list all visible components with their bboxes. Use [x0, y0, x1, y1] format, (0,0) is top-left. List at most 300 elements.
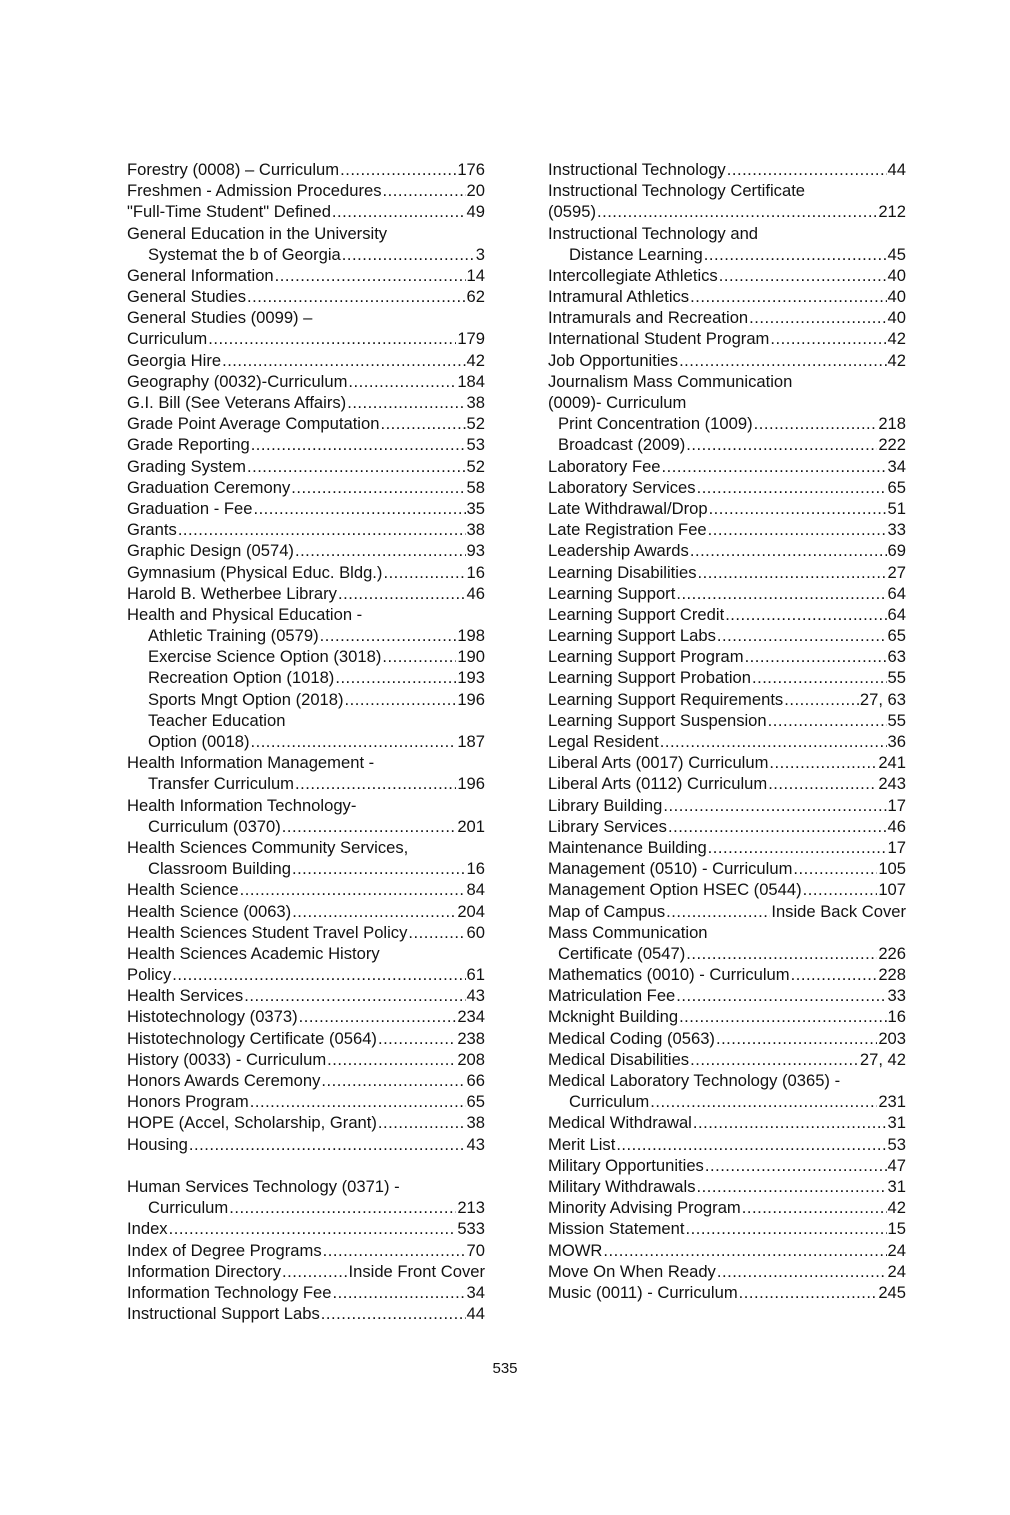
- entry-label: Military Withdrawals: [548, 1176, 696, 1196]
- entry-page: 222: [878, 435, 906, 455]
- index-entry: [127, 223, 485, 244]
- entry-page: 51: [887, 498, 906, 518]
- entry-page: 66: [466, 1071, 485, 1091]
- index-entry: [548, 625, 906, 646]
- index-entry: [548, 392, 906, 413]
- dot-leader: [719, 265, 887, 286]
- entry-label: Leadership Awards: [548, 541, 689, 561]
- index-left-column: [127, 159, 485, 1324]
- entry-label: Distance Learning: [569, 244, 703, 264]
- dot-leader: [323, 1240, 466, 1261]
- index-entry: [548, 668, 906, 689]
- entry-page: 231: [878, 1092, 906, 1112]
- entry-page: 16: [887, 1007, 906, 1027]
- entry-page: 198: [457, 626, 485, 646]
- entry-page: 44: [887, 159, 906, 179]
- index-entry: [127, 562, 485, 583]
- entry-page: 176: [457, 159, 485, 179]
- entry-page: 238: [457, 1028, 485, 1048]
- entry-label: Medical Withdrawal: [548, 1113, 692, 1133]
- entry-page: 64: [887, 604, 906, 624]
- entry-page: 15: [887, 1219, 906, 1239]
- dot-leader: [616, 1134, 886, 1155]
- dot-leader: [698, 562, 887, 583]
- index-entry: [548, 879, 906, 900]
- entry-label: Broadcast (2009): [558, 435, 686, 455]
- index-entry: [127, 879, 485, 900]
- entry-page: 38: [466, 520, 485, 540]
- entry-label: Information Directory: [127, 1261, 282, 1281]
- index-entry: [548, 837, 906, 858]
- dot-leader: [382, 646, 456, 667]
- entry-label: Athletic Training (0579): [148, 626, 319, 646]
- entry-page: 107: [878, 880, 906, 900]
- dot-leader: [717, 1261, 887, 1282]
- entry-label: Mass Communication: [548, 922, 708, 942]
- index-entry: [127, 244, 485, 265]
- dot-leader: [327, 1049, 456, 1070]
- entry-page: 69: [887, 541, 906, 561]
- index-entry: [548, 985, 906, 1006]
- entry-page: 46: [466, 583, 485, 603]
- entry-page: 533: [457, 1219, 485, 1239]
- entry-label: Histotechnology Certificate (0564): [127, 1028, 377, 1048]
- dot-leader: [172, 964, 465, 985]
- entry-page: 218: [878, 414, 906, 434]
- index-entry: [548, 286, 906, 307]
- dot-leader: [679, 1006, 886, 1027]
- dot-leader: [292, 858, 466, 879]
- entry-page: 44: [466, 1304, 485, 1324]
- entry-page: 70: [466, 1240, 485, 1260]
- entry-label: Instructional Technology: [548, 159, 726, 179]
- entry-page: 20: [466, 181, 485, 201]
- dot-leader: [247, 286, 466, 307]
- dot-leader: [784, 689, 859, 710]
- entry-label: Medical Coding (0563): [548, 1028, 715, 1048]
- index-entry: [127, 964, 485, 985]
- index-entry: [127, 180, 485, 201]
- entry-page: 52: [466, 456, 485, 476]
- dot-leader: [321, 1303, 466, 1324]
- dot-leader: [709, 498, 887, 519]
- entry-label: Curriculum: [569, 1092, 650, 1112]
- entry-label: MOWR: [548, 1240, 603, 1260]
- entry-page: 17: [887, 795, 906, 815]
- entry-label: Recreation Option (1018): [148, 668, 335, 688]
- dot-leader: [745, 646, 887, 667]
- entry-label: Late Withdrawal/Drop: [548, 498, 708, 518]
- index-entry: [127, 731, 485, 752]
- dot-leader: [332, 1282, 465, 1303]
- entry-label: Mcknight Building: [548, 1007, 679, 1027]
- entry-label: Intercollegiate Athletics: [548, 265, 718, 285]
- dot-leader: [222, 350, 465, 371]
- entry-page: 16: [466, 859, 485, 879]
- index-entry: [548, 1134, 906, 1155]
- dot-leader: [282, 816, 457, 837]
- entry-page: 40: [887, 287, 906, 307]
- entry-page: Inside Back Cover: [771, 901, 906, 921]
- entry-label: Health Services: [127, 986, 244, 1006]
- index-entry: [127, 1176, 485, 1197]
- entry-label: Management Option HSEC (0544): [548, 880, 802, 900]
- entry-page: 31: [887, 1113, 906, 1133]
- dot-leader: [686, 1218, 887, 1239]
- entry-label: Learning Support Program: [548, 647, 744, 667]
- entry-label: Learning Support: [548, 583, 676, 603]
- dot-leader: [250, 1091, 466, 1112]
- index-entry: [548, 456, 906, 477]
- entry-label: Health Information Management -: [127, 753, 375, 773]
- dot-leader: [708, 837, 887, 858]
- index-entry: [548, 1218, 906, 1239]
- dot-leader: [603, 1240, 886, 1261]
- entry-label: Honors Program: [127, 1092, 249, 1112]
- index-entry: [548, 1176, 906, 1197]
- index-entry: [127, 795, 485, 816]
- index-entry: [127, 286, 485, 307]
- dot-leader: [340, 159, 456, 180]
- entry-label: Teacher Education: [148, 710, 286, 730]
- entry-page: 46: [887, 816, 906, 836]
- index-entry: [548, 1028, 906, 1049]
- index-entry: [127, 540, 485, 561]
- index-entry: [127, 159, 485, 180]
- dot-leader: [754, 413, 878, 434]
- entry-page: 84: [466, 880, 485, 900]
- dot-leader: [725, 604, 886, 625]
- index-entry: [548, 434, 906, 455]
- index-entry: [127, 625, 485, 646]
- entry-label: Freshmen - Admission Procedures: [127, 181, 382, 201]
- entry-label: Transfer Curriculum: [148, 774, 294, 794]
- index-entry: [127, 668, 485, 689]
- index-entry: [548, 223, 906, 244]
- entry-page: 35: [466, 498, 485, 518]
- dot-leader: [250, 731, 456, 752]
- dot-leader: [660, 731, 887, 752]
- entry-label: Classroom Building: [148, 859, 291, 879]
- entry-page: 42: [887, 350, 906, 370]
- entry-label: Graphic Design (0574): [127, 541, 294, 561]
- entry-page: 201: [457, 816, 485, 836]
- entry-page: 245: [878, 1282, 906, 1302]
- entry-label: Learning Support Suspension: [548, 710, 767, 730]
- entry-page: 34: [887, 456, 906, 476]
- entry-label: Merit List: [548, 1134, 616, 1154]
- dot-leader: [378, 1028, 456, 1049]
- dot-leader: [727, 159, 887, 180]
- index-entry: [548, 604, 906, 625]
- index-entry: [548, 1049, 906, 1070]
- entry-label: Map of Campus: [548, 901, 666, 921]
- dot-leader: [240, 879, 466, 900]
- index-entry: [548, 922, 906, 943]
- index-entry: [127, 858, 485, 879]
- index-entry: [127, 943, 485, 964]
- entry-label: Minority Advising Program: [548, 1198, 741, 1218]
- entry-label: Learning Support Credit: [548, 604, 725, 624]
- entry-page: 38: [466, 393, 485, 413]
- entry-label: Move On When Ready: [548, 1261, 716, 1281]
- index-entry: [548, 646, 906, 667]
- entry-label: Military Opportunities: [548, 1155, 704, 1175]
- entry-page: 58: [466, 477, 485, 497]
- entry-page: Inside Front Cover: [348, 1261, 485, 1281]
- entry-label: Learning Support Labs: [548, 626, 716, 646]
- entry-page: 208: [457, 1049, 485, 1069]
- index-entry: [548, 265, 906, 286]
- entry-label: Sports Mngt Option (2018): [148, 689, 344, 709]
- entry-page: 3: [475, 244, 485, 264]
- entry-page: 43: [466, 986, 485, 1006]
- entry-label: Laboratory Fee: [548, 456, 661, 476]
- index-entry: [127, 1070, 485, 1091]
- entry-label: Index: [127, 1219, 168, 1239]
- entry-label: Index of Degree Programs: [127, 1240, 322, 1260]
- entry-page: 40: [887, 308, 906, 328]
- entry-label: Mathematics (0010) - Curriculum: [548, 965, 790, 985]
- entry-label: Health Sciences Academic History: [127, 943, 380, 963]
- entry-page: 196: [457, 689, 485, 709]
- index-entry: [127, 1240, 485, 1261]
- dot-leader: [803, 879, 878, 900]
- index-entry: [548, 1197, 906, 1218]
- entry-label: Health Sciences Community Services,: [127, 837, 409, 857]
- entry-page: 49: [466, 202, 485, 222]
- index-entry: [548, 180, 906, 201]
- index-entry: [548, 689, 906, 710]
- entry-page: 36: [887, 732, 906, 752]
- entry-page: 184: [457, 371, 485, 391]
- dot-leader: [335, 667, 456, 688]
- index-entry: [127, 710, 485, 731]
- index-entry: [127, 434, 485, 455]
- index-entry: [127, 646, 485, 667]
- entry-page: 65: [466, 1092, 485, 1112]
- index-entry: [548, 1261, 906, 1282]
- entry-page: 55: [887, 710, 906, 730]
- index-entry: [548, 562, 906, 583]
- index-entry: [127, 392, 485, 413]
- entry-page: 64: [887, 583, 906, 603]
- entry-label: International Student Program: [548, 329, 770, 349]
- index-entry: [127, 1197, 485, 1218]
- entry-page: 190: [457, 647, 485, 667]
- dot-leader: [378, 1112, 466, 1133]
- dot-leader: [295, 540, 466, 561]
- dot-leader: [597, 201, 877, 222]
- index-entry: [127, 583, 485, 604]
- dot-leader: [690, 286, 886, 307]
- dot-leader: [244, 985, 465, 1006]
- index-entry: [127, 477, 485, 498]
- entry-label: Curriculum: [127, 329, 208, 349]
- index-entry: [127, 1218, 485, 1239]
- entry-label: Maintenance Building: [548, 837, 707, 857]
- dot-leader: [769, 752, 877, 773]
- entry-page: 203: [878, 1028, 906, 1048]
- index-entry: [127, 1134, 485, 1155]
- entry-label: Health Information Technology-: [127, 795, 357, 815]
- entry-label: Laboratory Services: [548, 477, 696, 497]
- index-entry: [548, 583, 906, 604]
- dot-leader: [345, 689, 457, 710]
- entry-label: (0595): [548, 202, 596, 222]
- entry-page: 234: [457, 1007, 485, 1027]
- entry-page: 53: [466, 435, 485, 455]
- entry-label: Forestry (0008) – Curriculum: [127, 159, 340, 179]
- index-entry: [548, 901, 906, 922]
- dot-leader: [768, 710, 887, 731]
- entry-label: "Full-Time Student" Defined: [127, 202, 331, 222]
- dot-leader: [770, 328, 886, 349]
- entry-page: 47: [887, 1155, 906, 1175]
- entry-label: General Studies (0099) –: [127, 308, 313, 328]
- entry-page: 93: [466, 541, 485, 561]
- dot-leader: [679, 350, 886, 371]
- index-entry: [127, 901, 485, 922]
- dot-leader: [247, 456, 466, 477]
- index-entry: [127, 498, 485, 519]
- entry-page: 42: [887, 1198, 906, 1218]
- index-entry: [127, 329, 485, 350]
- entry-label: Instructional Technology and: [548, 223, 759, 243]
- entry-label: Instructional Support Labs: [127, 1304, 320, 1324]
- entry-label: Option (0018): [148, 732, 250, 752]
- entry-label: Music (0011) - Curriculum: [548, 1282, 738, 1302]
- entry-page: 42: [466, 350, 485, 370]
- entry-page: 196: [457, 774, 485, 794]
- dot-leader: [697, 1176, 887, 1197]
- entry-label: Library Building: [548, 795, 663, 815]
- entry-label: History (0033) - Curriculum: [127, 1049, 327, 1069]
- entry-page: 14: [466, 265, 485, 285]
- entry-page: 31: [887, 1176, 906, 1196]
- index-entry: [127, 201, 485, 222]
- entry-page: 42: [887, 329, 906, 349]
- dot-leader: [338, 583, 466, 604]
- entry-page: 179: [457, 329, 485, 349]
- entry-label: Graduation Ceremony: [127, 477, 291, 497]
- entry-label: Learning Support Requirements: [548, 689, 784, 709]
- entry-label: Harold B. Wetherbee Library: [127, 583, 337, 603]
- entry-label: Curriculum: [148, 1198, 229, 1218]
- index-entry: [548, 1112, 906, 1133]
- index-entry: [127, 816, 485, 837]
- index-entry: [548, 498, 906, 519]
- entry-label: General Studies: [127, 287, 246, 307]
- dot-leader: [208, 328, 456, 349]
- dot-leader: [749, 307, 886, 328]
- entry-label: Intramural Athletics: [548, 287, 690, 307]
- entry-label: Honors Awards Ceremony: [127, 1071, 321, 1091]
- dot-leader: [408, 922, 465, 943]
- entry-label: Systemat the b of Georgia: [148, 244, 341, 264]
- entry-label: General Information: [127, 265, 274, 285]
- dot-leader: [752, 667, 887, 688]
- entry-page: 34: [466, 1282, 485, 1302]
- entry-page: 241: [878, 753, 906, 773]
- dot-leader: [690, 1049, 859, 1070]
- dot-leader: [650, 1091, 877, 1112]
- entry-page: 213: [457, 1198, 485, 1218]
- index-entry: [548, 752, 906, 773]
- dot-leader: [348, 371, 456, 392]
- index-entry: [548, 1155, 906, 1176]
- index-entry: [127, 307, 485, 328]
- index-entry: [548, 371, 906, 392]
- entry-label: Human Services Technology (0371) -: [127, 1176, 400, 1196]
- dot-leader: [668, 816, 887, 837]
- entry-page: 61: [466, 965, 485, 985]
- index-entry: [127, 1028, 485, 1049]
- index-entry: [548, 943, 906, 964]
- index-entry: [127, 1049, 485, 1070]
- entry-label: Health Sciences Student Travel Policy: [127, 922, 408, 942]
- index-entry: [127, 350, 485, 371]
- entry-label: Health and Physical Education -: [127, 604, 363, 624]
- entry-label: Instructional Technology Certificate: [548, 181, 806, 201]
- dot-leader: [693, 1112, 887, 1133]
- index-entry: [548, 773, 906, 794]
- dot-leader: [295, 773, 456, 794]
- entry-page: 55: [887, 668, 906, 688]
- entry-label: General Education in the University: [127, 223, 388, 243]
- entry-label: Legal Resident: [548, 732, 659, 752]
- entry-page: 228: [878, 965, 906, 985]
- entry-label: Management (0510) - Curriculum: [548, 859, 793, 879]
- entry-label: Histotechnology (0373): [127, 1007, 298, 1027]
- entry-label: Certificate (0547): [558, 943, 686, 963]
- dot-leader: [717, 625, 887, 646]
- index-entry: [548, 519, 906, 540]
- entry-label: Medical Disabilities: [548, 1049, 690, 1069]
- entry-label: (0009)- Curriculum: [548, 393, 687, 413]
- dot-leader: [768, 773, 877, 794]
- entry-label: Matriculation Fee: [548, 986, 676, 1006]
- dot-leader: [383, 562, 465, 583]
- index-entry: [127, 265, 485, 286]
- entry-label: Health Science: [127, 880, 239, 900]
- dot-leader: [663, 795, 886, 816]
- index-entry: [127, 837, 485, 858]
- entry-label: Journalism Mass Communication: [548, 371, 793, 391]
- index-entry: [548, 201, 906, 222]
- index-entry: [548, 540, 906, 561]
- index-entry: [127, 456, 485, 477]
- entry-label: Print Concentration (1009): [558, 414, 753, 434]
- entry-label: Geography (0032)-Curriculum: [127, 371, 348, 391]
- entry-page: 40: [887, 265, 906, 285]
- entry-page: 27: [887, 562, 906, 582]
- entry-page: 27, 42: [859, 1049, 906, 1069]
- entry-label: Intramurals and Recreation: [548, 308, 749, 328]
- index-entry: [127, 1091, 485, 1112]
- dot-leader: [716, 1028, 877, 1049]
- entry-page: 65: [887, 626, 906, 646]
- index-entry: [548, 858, 906, 879]
- dot-leader: [690, 540, 887, 561]
- dot-leader: [321, 1070, 465, 1091]
- entry-page: 62: [466, 287, 485, 307]
- entry-page: 16: [466, 562, 485, 582]
- index-entry: [548, 350, 906, 371]
- entry-page: 243: [878, 774, 906, 794]
- index-entry: [548, 477, 906, 498]
- entry-page: 33: [887, 986, 906, 1006]
